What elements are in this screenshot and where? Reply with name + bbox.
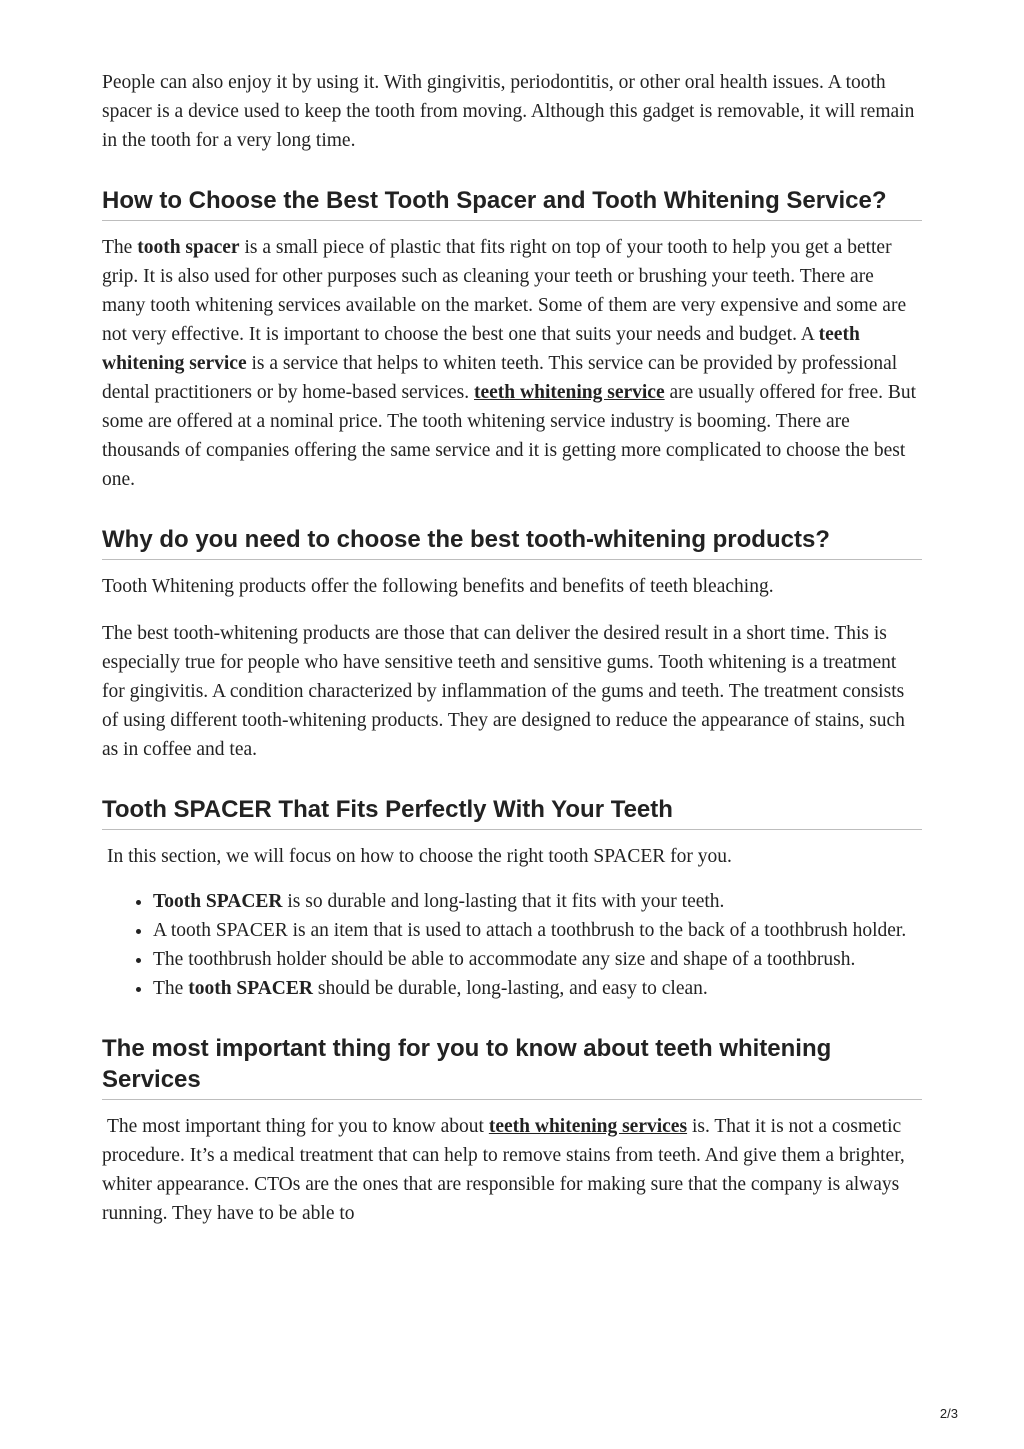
bold-teeth-whitening-service: teeth whitening service [102,324,860,374]
section-heading-why-choose: Why do you need to choose the best tooth-whitening products? [102,524,922,560]
text-run: are usually offered for free. But some are offered at a nominal price. The tooth whitening service industry is booming. There are thousands of companies offering the same service and it is getting more complicated to choose the best one. [102,382,917,490]
section-heading-tooth-spacer-fits: Tooth SPACER That Fits Perfectly With Your Teeth [102,794,922,830]
bullet-list [102,887,922,1003]
bold-tooth-spacer: tooth spacer [137,237,240,258]
list-item [153,887,922,916]
document-page [102,68,922,1228]
text-run: is so durable and long-lasting that it fits with your teeth. [282,891,725,912]
text-run: The [153,978,189,999]
bold-tooth-spacer: Tooth SPACER [153,891,283,912]
link-teeth-whitening-services[interactable]: teeth whitening services [488,1116,688,1137]
bold-tooth-spacer: tooth SPACER [188,978,313,999]
list-item [153,974,922,1003]
text-run: is. That it is not a cosmetic procedure. It’s a medical treatment that can help to remove stains from teeth. And give them a brighter, whiter appearance. CTOs are the ones that are responsible for making sure that the company is always running. They have to be able to [102,1116,905,1224]
paragraph-section-intro: In this section, we will focus on how to choose the right tooth SPACER for you. [107,846,732,867]
link-teeth-whitening-service[interactable]: teeth whitening service [474,382,665,403]
paragraph-best-products: The best tooth-whitening products are those that can deliver the desired result in a short time. This is especially true for people who have sensitive teeth and sensitive gums. Tooth whitening is a treatment for gingivitis. A condition characterized by inflammation of the gums and teeth. The treatment consists of using different tooth-whitening products. They are designed to reduce the appearance of stains, such as in coffee and tea. [102,623,905,760]
text-run: is a small piece of plastic that fits right on top of your tooth to help you get a better grip. It is also used for other purposes such as cleaning your teeth or brushing your teeth. There are many tooth whitening services available on the market. Some of them are very expensive and some are not very effective. It is important to choose the best one that suits your needs and budget. A [102,237,907,345]
paragraph-benefits: Tooth Whitening products offer the following benefits and benefits of teeth bleaching. [102,576,774,597]
paragraph-tooth-spacer [102,233,922,494]
text-run: The most important thing for you to know about [107,1116,489,1137]
section-heading-most-important: The most important thing for you to know about teeth whitening Services [102,1033,922,1100]
list-item: • The toothbrush holder should be able to accommodate any size and shape of a toothbrush. [153,945,922,974]
text-run: The [102,237,138,258]
text-run: is a service that helps to whiten teeth. This service can be provided by professional dental practitioners or by home-based services. [102,353,898,403]
paragraph-most-important [102,1112,922,1228]
section-heading-choose-best: How to Choose the Best Tooth Spacer and Tooth Whitening Service? [102,185,922,221]
list-item: • A tooth SPACER is an item that is used to attach a toothbrush to the back of a toothbrush holder. [153,916,922,945]
page-number: 2/3 [939,1406,958,1421]
intro-paragraph: People can also enjoy it by using it. With gingivitis, periodontitis, or other oral health issues. A tooth spacer is a device used to keep the tooth from moving. Although this gadget is removable, it will remain in the tooth for a very long time. [102,72,915,151]
text-run: should be durable, long-lasting, and easy to clean. [312,978,708,999]
